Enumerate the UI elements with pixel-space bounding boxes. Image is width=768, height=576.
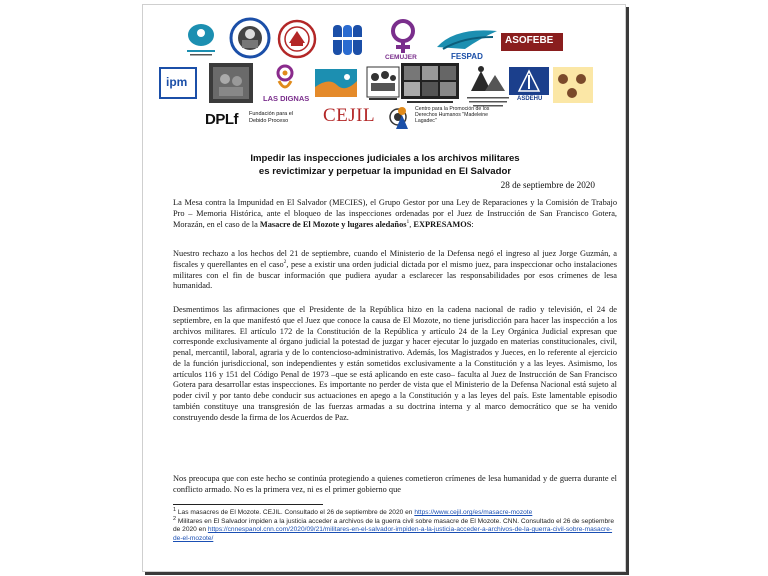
footnote-separator: [173, 504, 323, 505]
footnote-1-link[interactable]: https://www.cejil.org/es/masacre-mozote: [414, 509, 533, 516]
dplf-logo: DPLf Fundación para el Debido Proceso: [205, 111, 294, 128]
case-name: Masacre de El Mozote y lugares aledaños: [259, 219, 407, 229]
paragraph-1: La Mesa contra la Impunidad en El Salvador (MECIES), el Grupo Gestor por una Ley de Reparaciones y la Comisión de Trabajo Pro – Memoria Histórica, ante el bloqueo de las inspecciones ordenadas por el Juez de Instrucción de San Francisco Gotera, Morazán, en el caso de la Masacre de El Mozote y lugares aledaños$^1$, EXPRESAMOS:: [173, 198, 617, 229]
fespad-logo: FESPAD: [435, 25, 499, 63]
comite-logo: [465, 65, 511, 109]
title-line-2: es revictimizar y perpetuar la impunidad en El Salvador: [258, 165, 512, 177]
document-title: [143, 153, 626, 178]
photos-collage-logo: [401, 63, 459, 107]
paragraph-4: Nos preocupa que con este hecho se continúa protegiendo a quienes cometieron crímenes de lesa humanidad y de guerra durante el conflicto armado. No es la primera vez, ni es el primer gobierno que: [173, 474, 617, 494]
red-seal-logo: [277, 19, 317, 59]
portraits-logo: [553, 67, 593, 103]
asofebe-logo: ASOFEBE: [501, 33, 563, 51]
centro-madeleine-lagadec-logo: Centro para la Promoción de los Derechos Humanos "Madeleine Lagadec": [393, 105, 503, 133]
footnotes: [173, 506, 617, 543]
seal-logo: [229, 15, 271, 61]
title-line-1: Impedir las inspecciones judiciales a los archivos militares: [250, 153, 520, 164]
paragraph-3: Desmentimos las afirmaciones que el Presidente de la República hizo en la cadena nacional de radio y televisión, el 24 de septiembre, en la que manifestó que el Juez que conoce la causa de El Mozote, no tiene jurisdicción para hacer las inspección a los archivos militares. El artículo 172 de la Constitución de la República y artículo 24 de la Ley Orgánica Judicial expresan que corresponde exclusivamente al órgano judicial la potestad de juzgar y hacer ejecutar lo juzgado en materias constitucionales, civil, penal, mercantil, laboral, agraria y de lo contencioso-administrativo. Además, los Magistrados y Jueces, en lo referente al ejercicio de la función jurisdiccional, son independientes y están sometidos exclusivamente a la Constitución y a las leyes. Asimismo, los artículos 116 y 151 del Código Penal de 1973 –que se está aplicando en este caso– faculta al Juez de Instrucción de San Francisco Gotera para desarrollar estas inspecciones. Es importante no perder de vista que el Ministerio de la Defensa Nacional está sujeto al poder civil y por tanto debe conducir sus actuaciones en apego a la Constitución y a las leyes del país. Este lamentable episodio también constituye una transgresión de las fuerzas armadas a su doctrina interna y al marco democrático que se ha venido construyendo desde la firma de los Acuerdos de Paz.: [173, 305, 617, 422]
cemujer-logo: CEMUJER: [383, 17, 423, 63]
paragraph-2: Nuestro rechazo a los hechos del 21 de septiembre, cuando el Ministerio de la Defensa negó el ingreso al juez Jorge Guzmán, a fiscales y querellantes en el caso$^2$, pese a existir una orden judicial dictada por el mismo juez, para inspeccionar ocho instalaciones militares con el fin de buscar información que pudiera ayudar a esclarecer las responsabilidades por esos crímenes de lesa humanidad.: [173, 249, 617, 291]
teal-banner-logo: [315, 69, 357, 97]
photo-logo: [209, 63, 253, 103]
footnote-2: $^2$ Militares en El Salvador impiden a la justicia acceder a archivos de la guerra civil sobre masacre de El Mozote. CNN. Consultado el 26 de septiembre de 2020 en https://cnnespanol.cnn.com/2020/09/21/militares-en-el-salvador-impiden-a-la-justicia-acceder-a-archivos-de-la-guerra-civil-sobre-masacre-de-el-mozote/: [173, 515, 615, 542]
ipm-logo: ipm: [159, 67, 197, 99]
asdehu-logo: ASDEHU: [509, 67, 549, 105]
document-date: 28 de septiembre de 2020: [500, 180, 595, 190]
ninos-logo: [365, 65, 401, 103]
document-page: [142, 4, 626, 572]
footnote-1: $^1$ Las masacres de El Mozote. CEJIL. Consultado el 26 de septiembre de 2020 en https://www.cejil.org/es/masacre-mozote: [173, 506, 533, 516]
footnote-ref-1[interactable]: 1: [406, 218, 410, 225]
las-dignas-logo: LAS DIGNAS: [257, 63, 313, 107]
footnote-ref-2[interactable]: 2: [283, 258, 287, 265]
expresamos-label: EXPRESAMOS: [413, 219, 472, 229]
cejil-logo: CEJIL: [323, 105, 409, 131]
footnote-2-link[interactable]: https://cnnespanol.cnn.com/2020/09/21/militares-en-el-salvador-impiden-a-la-justicia-acceder-a-archivos-de-la-guerra-civil-sobre-masacre-de-el-mozote/: [173, 526, 613, 542]
fundacion-comunicandonos-logo: [181, 19, 221, 61]
figures-logo: [331, 23, 365, 57]
